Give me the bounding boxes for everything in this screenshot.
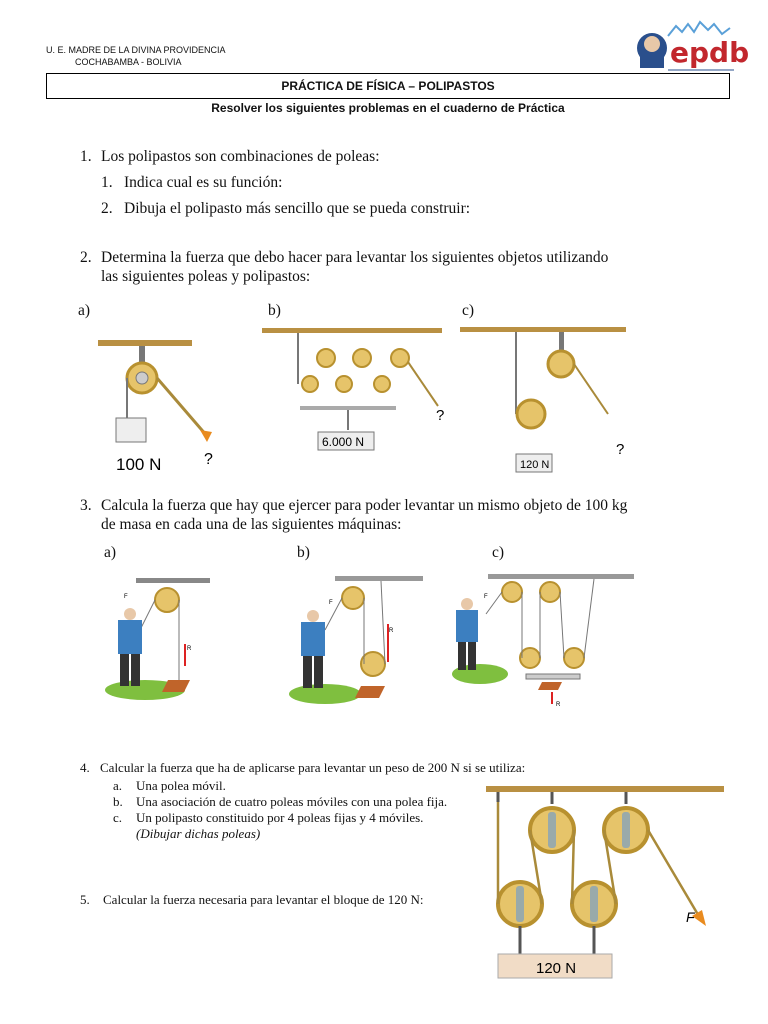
q4-number: 4. [80, 760, 90, 775]
weight-label: 6.000 N [322, 435, 365, 449]
q2-figure-b [258, 322, 448, 462]
q3-figure-c [450, 570, 640, 715]
q5-number: 5. [80, 892, 90, 907]
q4-item-text: Una asociación de cuatro poleas móviles con una polea fija. [136, 794, 448, 809]
force-label: F [686, 909, 695, 925]
q3-line2: de masa en cada una de las siguientes máquinas: [101, 516, 402, 533]
q3-number: 3. [80, 497, 92, 514]
q2-label-c: c) [462, 302, 475, 319]
q3-figure-b [285, 570, 425, 715]
q1-number: 1. [80, 148, 92, 165]
q1-item-num: 1. [101, 174, 113, 191]
resistance-label: R [389, 628, 394, 634]
q3-label-b: b) [297, 544, 310, 561]
q5-text: Calcular la fuerza necesaria para levantar el bloque de 120 N: [103, 892, 424, 907]
page-title: PRÁCTICA DE FÍSICA – POLIPASTOS [46, 73, 730, 99]
q3-line1: Calcula la fuerza que hay que ejercer para poder levantar un mismo objeto de 100 kg [101, 497, 628, 514]
unknown-force: ? [204, 451, 213, 468]
q3-figure-a [100, 570, 220, 715]
q5-figure [486, 782, 726, 980]
q1-text: Los polipastos son combinaciones de poleas: [101, 148, 380, 165]
force-label: F [124, 594, 128, 600]
q4-item-num: a. [113, 778, 123, 793]
q4-item-text: Una polea móvil. [136, 778, 226, 793]
q2-line1: Determina la fuerza que debo hacer para levantar los siguientes objetos utilizando [101, 249, 609, 266]
q1-item-text: Indica cual es su función: [124, 174, 283, 191]
q4-item-num: b. [113, 794, 123, 809]
q4-item-text: Un polipasto constituido por 4 poleas fijas y 4 móviles. [136, 810, 424, 825]
q2-label-a: a) [78, 302, 91, 319]
q4-text: Calcular la fuerza que ha de aplicarse para levantar un peso de 200 N si se utiliza: [100, 760, 526, 775]
q4-item-num: c. [113, 810, 123, 825]
q2-label-b: b) [268, 302, 281, 319]
weight-label: 120 N [536, 960, 577, 977]
q1-item-text: Dibuja el polipasto más sencillo que se pueda construir: [124, 200, 471, 217]
q4-note: (Dibujar dichas poleas) [136, 826, 261, 841]
q2-number: 2. [80, 249, 92, 266]
q2-line2: las siguientes poleas y polipastos: [101, 268, 311, 285]
q3-label-c: c) [492, 544, 505, 561]
unknown-force: ? [616, 441, 625, 458]
resistance-label: R [187, 646, 192, 652]
school-city: COCHABAMBA - BOLIVIA [75, 57, 182, 67]
force-label: F [329, 600, 333, 606]
weight-label: 120 N [520, 459, 550, 471]
school-name: U. E. MADRE DE LA DIVINA PROVIDENCIA [46, 45, 226, 55]
school-logo [630, 18, 750, 76]
q3-label-a: a) [104, 544, 117, 561]
unknown-force: ? [436, 407, 445, 424]
q2-figure-a [72, 322, 242, 482]
q2-figure-c [458, 322, 638, 482]
weight-label: 100 N [116, 455, 162, 474]
page-subtitle: Resolver los siguientes problemas en el cuaderno de Práctica [211, 101, 565, 115]
logo-text: epdb [670, 36, 750, 69]
resistance-label: R [556, 702, 561, 708]
force-label: F [484, 594, 488, 600]
q1-item-num: 2. [101, 200, 113, 217]
